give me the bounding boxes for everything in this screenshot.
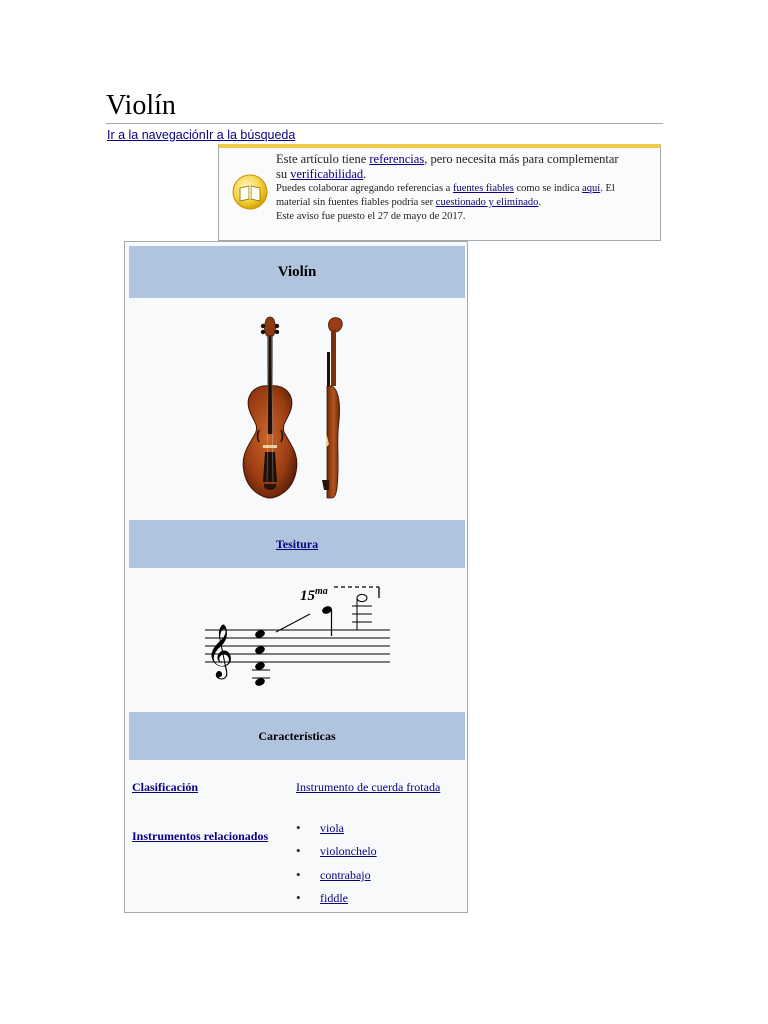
aqui-link[interactable]: aquí bbox=[582, 183, 601, 194]
list-item bbox=[296, 867, 377, 890]
jump-to-navigation-link[interactable]: Ir a la navegación bbox=[107, 128, 206, 142]
infobox bbox=[124, 241, 468, 913]
notice-text-segment: . bbox=[538, 197, 542, 208]
violin-image[interactable] bbox=[230, 312, 370, 504]
jump-links bbox=[107, 127, 295, 143]
violonchelo-link[interactable]: violonchelo bbox=[320, 844, 377, 859]
tesitura-link[interactable]: Tesitura bbox=[275, 536, 319, 551]
references-notice bbox=[218, 144, 661, 241]
range-notation-image[interactable] bbox=[200, 576, 400, 700]
treble-clef-icon: 𝄞 bbox=[206, 623, 234, 677]
fuentes-fiables-link[interactable]: fuentes fiables bbox=[452, 183, 514, 194]
list-item bbox=[296, 843, 377, 866]
ottava-mark: $15^{ma}$ bbox=[300, 586, 328, 604]
notice-text-segment: , pero necesita más para complementar bbox=[424, 152, 619, 166]
title-divider bbox=[106, 123, 663, 124]
clasificacion-label-link[interactable]: Clasificación bbox=[132, 780, 198, 794]
jump-to-search-link[interactable]: Ir a la búsqueda bbox=[205, 128, 296, 142]
notice-date: Este aviso fue puesto el 27 de mayo de 2017. bbox=[276, 211, 466, 222]
related-instruments-list bbox=[296, 820, 377, 913]
verificabilidad-link[interactable]: verificabilidad bbox=[290, 167, 364, 181]
caracteristicas-header: Características bbox=[129, 712, 465, 760]
instrumentos-relacionados-label-link[interactable]: Instrumentos relacionados bbox=[132, 829, 269, 843]
cuestionado-eliminado-link[interactable]: cuestionado y eliminado bbox=[435, 197, 539, 208]
referencias-link[interactable]: referencias bbox=[369, 152, 425, 166]
infobox-title: Violín bbox=[129, 246, 465, 298]
fiddle-link[interactable]: fiddle bbox=[320, 890, 348, 905]
book-icon bbox=[231, 173, 269, 211]
notice-text bbox=[276, 152, 651, 224]
viola-link[interactable]: viola bbox=[320, 821, 344, 835]
list-item bbox=[296, 890, 377, 913]
contrabajo-link[interactable]: contrabajo bbox=[320, 867, 371, 882]
list-item bbox=[296, 820, 377, 843]
notice-text-segment: . bbox=[363, 167, 367, 181]
notice-text-segment: Este artículo tiene bbox=[276, 152, 370, 166]
notice-text-segment: su bbox=[276, 167, 291, 181]
page-title: Violín bbox=[106, 90, 176, 121]
notice-text-segment: Puedes colaborar agregando referencias a bbox=[276, 183, 453, 194]
clasificacion-value-link[interactable]: Instrumento de cuerda frotada bbox=[296, 780, 441, 794]
notice-text-segment: como se indica bbox=[513, 183, 583, 194]
notice-text-segment: . El material sin fuentes fiables podría ser bbox=[276, 183, 615, 208]
tesitura-header bbox=[129, 520, 465, 568]
